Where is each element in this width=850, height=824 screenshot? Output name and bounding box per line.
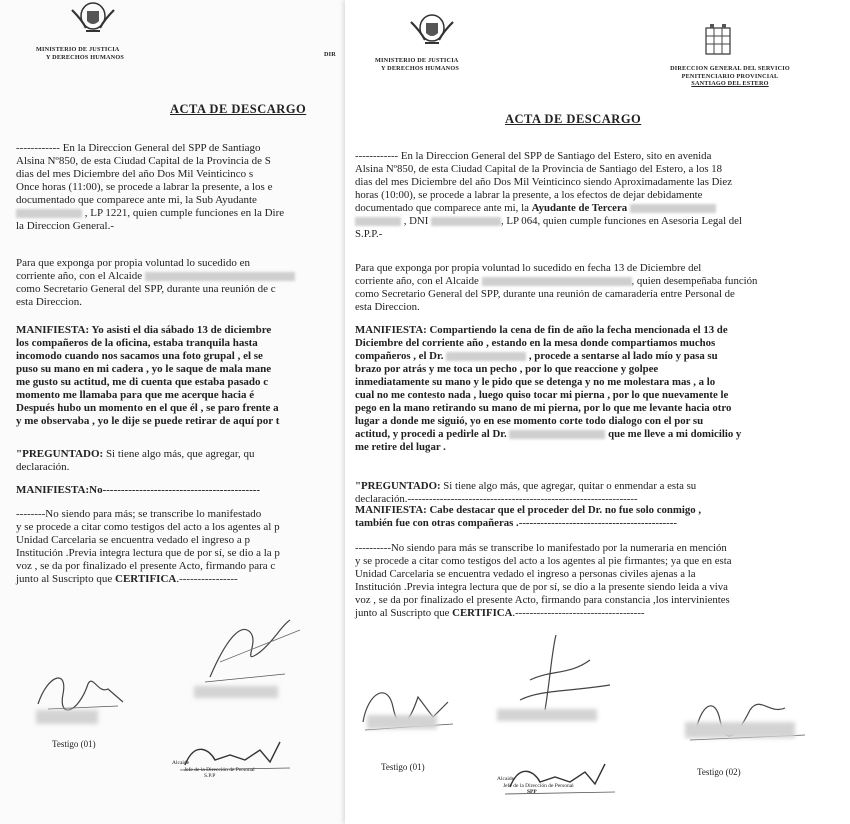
text-line: Alsina Nº850, de esta Ciudad Capital de la Provincia de Santiago del Estero, a los 18: [355, 163, 723, 175]
text-line: puso su mano en mi cadera , yo le saque de mala mane: [16, 363, 272, 375]
text-line: dias del mes Diciembre del año Dos Mil Veinticinco s: [16, 168, 254, 180]
direction-line-1: DIRECCION GENERAL DEL SERVICIO: [670, 65, 790, 72]
text-line: dias del mes Diciembre del año Dos Mil Veinticinco siendo Aproximadamente las Diez: [355, 176, 732, 188]
text-line: Once horas (11:00), se procede a labrar la presente, a los e: [16, 181, 273, 193]
section-label: MANIFIESTA:: [16, 324, 90, 336]
text-line: me gusto su actitud, me di cuenta que estaba pasado c: [16, 376, 269, 388]
certifica-word: CERTIFICA: [452, 607, 513, 619]
redacted-signature-name: [685, 722, 795, 738]
closing-paragraph: [16, 508, 352, 586]
ministry-line-2: Y DERECHOS HUMANOS: [46, 53, 124, 61]
direction-line-3: SANTIAGO DEL ESTERO: [691, 80, 769, 87]
section-label: MANIFIESTA:: [355, 324, 427, 336]
ministry-line-1: MINISTERIO DE JUSTICIA: [36, 46, 120, 53]
dashes: .------------------------------------: [512, 607, 645, 619]
text-line: documentado que comparece ante mi, la Sub Ayudante: [16, 194, 257, 206]
redacted-signature-name: [36, 710, 98, 724]
redacted-text: [145, 272, 295, 281]
text-line: voz , se da por finalizado el presente Acto, firmando para c: [16, 560, 276, 572]
text-line: [355, 350, 801, 363]
answer-line: [16, 484, 352, 497]
left-document: [0, 0, 352, 824]
official-title-block: [172, 760, 255, 780]
text-line: --------No siendo para más; se transcribe lo manifestado: [16, 508, 262, 520]
text-line: [16, 270, 352, 283]
text-fragment: junto al Suscripto que: [355, 607, 450, 619]
direction-line-2: PENITENCIARIO PROVINCIAL: [681, 72, 779, 80]
text-line: Para que exponga por propia voluntad lo sucedido en: [16, 257, 250, 269]
text-line: [355, 504, 801, 517]
signature-witness-1: [353, 672, 463, 742]
text-line: [355, 607, 801, 620]
text-fragment: Si tiene algo más, que agregar, quitar o enmendar a esta su: [443, 480, 697, 492]
text-line: voz , se da por finalizado el presente Acto, firmando para constancia ,los intervinientes: [355, 594, 730, 606]
certifica-word: CERTIFICA: [115, 573, 177, 585]
witness-2-label: Testigo (02): [697, 767, 741, 777]
text-line: y me observaba , yo le dije se puede retirar de aquí por t: [16, 415, 280, 427]
right-document: [345, 0, 850, 824]
signature-official: [490, 630, 630, 720]
text-line: brazo por atrás y me toca un pecho , por lo que reaccione y golpee: [355, 363, 659, 375]
purpose-paragraph: [16, 257, 352, 309]
penitentiary-emblem: [700, 24, 736, 60]
redacted-text: [431, 217, 501, 226]
text-line: inmediatamente su mano y le pido que se detenga y no me molestara mas , a lo: [355, 376, 716, 388]
text-line: ------------ En la Direccion General del SPP de Santiago: [16, 142, 261, 154]
second-statement: [355, 504, 801, 530]
text-fragment: compañeros , el Dr.: [355, 350, 444, 362]
text-line: [16, 448, 352, 461]
text-fragment: , quien desempeñaba función: [631, 275, 758, 287]
redacted-text: [446, 352, 526, 361]
document-title: ACTA DE DESCARGO: [170, 102, 307, 116]
text-fragment: actitud, y procedi a pedirle al Dr.: [355, 428, 507, 440]
text-fragment: Yo asisti el dia sábado 13 de diciembre: [91, 324, 272, 336]
official-org: SPP: [527, 789, 537, 795]
closing-paragraph: [355, 542, 801, 620]
text-line: [355, 480, 801, 493]
text-line: Institución .Previa integra lectura que de por sí, se dio a la p: [16, 547, 280, 559]
text-fragment: Si tiene algo más, que agregar, qu: [105, 448, 255, 460]
text-line: momento me llamaba para que me acerque hacia é: [16, 389, 255, 401]
redacted-text: [482, 277, 632, 286]
coat-of-arms-seal: [407, 10, 457, 50]
text-fragment: Compartiendo la cena de fin de año la fecha mencionada el 13 de: [429, 324, 728, 336]
ministry-line-2: Y DERECHOS HUMANOS: [381, 64, 459, 72]
text-line: ------------ En la Direccion General del SPP de Santiago del Estero, sito en avenida: [355, 150, 712, 162]
ministry-header: [36, 46, 124, 61]
official-role: Jefe de la Dirección de Personal: [184, 766, 255, 773]
text-line: S.P.P.-: [355, 228, 383, 240]
redacted-text: [355, 217, 401, 226]
text-line: esta Direccion.: [16, 296, 82, 308]
text-line: declaración.: [16, 461, 70, 473]
text-line: Unidad Carcelaria se encuentra vedado el ingreso a personas civiles ajenas a la: [355, 568, 696, 580]
redacted-official-name: [497, 709, 597, 721]
redacted-official-name: [194, 686, 278, 698]
official-rank: Alcaide: [172, 760, 190, 766]
text-line: me retire del lugar .: [355, 441, 446, 453]
text-line: como Secretario General del SPP, durante una reunión de c: [16, 283, 276, 295]
official-role: Jefe de la Dirección de Personal: [503, 782, 574, 789]
intro-paragraph: [16, 142, 352, 233]
text-fragment: , DNI: [403, 215, 429, 227]
section-label: "PREGUNTADO:: [355, 480, 441, 492]
text-fragment: Cabe destacar que el proceder del Dr. no fue solo conmigo ,: [429, 504, 702, 516]
text-line: [16, 207, 352, 220]
cut-header-word: DIR: [324, 51, 336, 58]
redacted-signature-name: [367, 715, 437, 729]
text-line: Después hubo un momento en el que él , se paro frente a: [16, 402, 279, 414]
text-line: [355, 202, 801, 215]
text-line: y se procede a citar como testigos del acto a los agentes al p: [16, 521, 280, 533]
text-line: los compañeros de la oficina, estaba tranquila hasta: [16, 337, 258, 349]
text-line: Para que exponga por propia voluntad lo sucedido en fecha 13 de Diciembre del: [355, 262, 702, 274]
purpose-paragraph: [355, 262, 801, 314]
text-line: como Secretario General del SPP, durante una reunión de camaradería entre Personal de: [355, 288, 735, 300]
redacted-text: [16, 209, 82, 218]
text-line: horas (10:00), se procede a labrar la presente, a los efectos de dejar debidamente: [355, 189, 703, 201]
question-paragraph: [16, 448, 352, 474]
witness-label: Testigo (01): [52, 739, 96, 749]
text-fragment: junto al Suscripto que: [16, 573, 113, 585]
text-fragment: corriente año, con el Alcaide: [16, 270, 143, 282]
document-title: ACTA DE DESCARGO: [505, 112, 642, 126]
text-fragment: corriente año, con el Alcaide: [355, 275, 479, 287]
dashes: .----------------: [176, 573, 238, 585]
text-fragment: , LP 064, quien cumple funciones en Asesoria Legal del: [501, 215, 742, 227]
text-line: declaración.----------------------------------------------------------------: [355, 493, 638, 505]
ministry-line-1: MINISTERIO DE JUSTICIA: [375, 57, 459, 64]
witness-1-label: Testigo (01): [381, 762, 425, 772]
ministry-header: [375, 57, 459, 72]
intro-paragraph: [355, 150, 801, 241]
coat-of-arms-seal: [68, 0, 118, 38]
text-line: incomodo cuando nos sacamos una foto grupal , el se: [16, 350, 263, 362]
official-rank: Alcaide: [497, 776, 515, 782]
text-line: también fue con otras compañeras .--------------------------------------------: [355, 517, 677, 529]
text-line: la Direccion General.-: [16, 220, 115, 232]
text-line: Unidad Carcelaria se encuentra vedado el ingreso a p: [16, 534, 250, 546]
question-paragraph: [355, 480, 801, 506]
official-title-block: [497, 776, 574, 796]
text-line: y se procede a citar como testigos del acto a los agentes al pie firmantes; ya que en esta: [355, 555, 732, 567]
statement-paragraph: [16, 324, 352, 428]
section-label: "PREGUNTADO:: [16, 448, 104, 460]
text-line: Alsina Nº850, de esta Ciudad Capital de la Provincia de S: [16, 155, 271, 167]
section-label: MANIFIESTA:: [355, 504, 427, 516]
text-line: lugar a donde me siguió, yo en ese momento corte todo dialogo con el por su: [355, 415, 704, 427]
text-line: pego en la mano retirando su mano de mi pierna, por lo que me levante hacia otro: [355, 402, 732, 414]
official-org: S.P.P: [204, 773, 216, 779]
statement-paragraph: [355, 324, 801, 454]
rank-text: Ayudante de Tercera: [531, 202, 628, 214]
text-line: Institución .Previa integra lectura que de por sí, se dio a la presente siendo leida a viva: [355, 581, 728, 593]
text-line: esta Direccion.: [355, 301, 420, 313]
text-line: [355, 428, 801, 441]
text-fragment: documentado que comparece ante mi, la: [355, 202, 529, 214]
text-fragment: , LP 1221, quien cumple funciones en la Dire: [84, 207, 285, 219]
text-line: cual no me contesto nada , luego quiso tocar mi pierna , por lo que nuevamente le: [355, 389, 729, 401]
signature-official: [180, 612, 310, 692]
text-line: [16, 324, 352, 337]
text-fragment: que me lleve a mi domicilio y: [608, 428, 742, 440]
text-line: [355, 275, 801, 288]
text-line: Diciembre del corriente año , estando en la mesa donde compartiamos muchos: [355, 337, 716, 349]
direction-header: [645, 65, 815, 88]
text-line: ----------No siendo para más se transcribe lo manifestado por la numeraria en mención: [355, 542, 727, 554]
text-line: [355, 215, 801, 228]
redacted-text: [630, 204, 716, 213]
text-line: [16, 573, 352, 586]
text-line: [355, 324, 801, 337]
text-line: MANIFIESTA:No-------------------------------------------: [16, 484, 261, 496]
text-fragment: , procede a sentarse al lado mío y pasa su: [528, 350, 718, 362]
signature-witness-2: [675, 680, 815, 750]
redacted-text: [509, 430, 605, 439]
